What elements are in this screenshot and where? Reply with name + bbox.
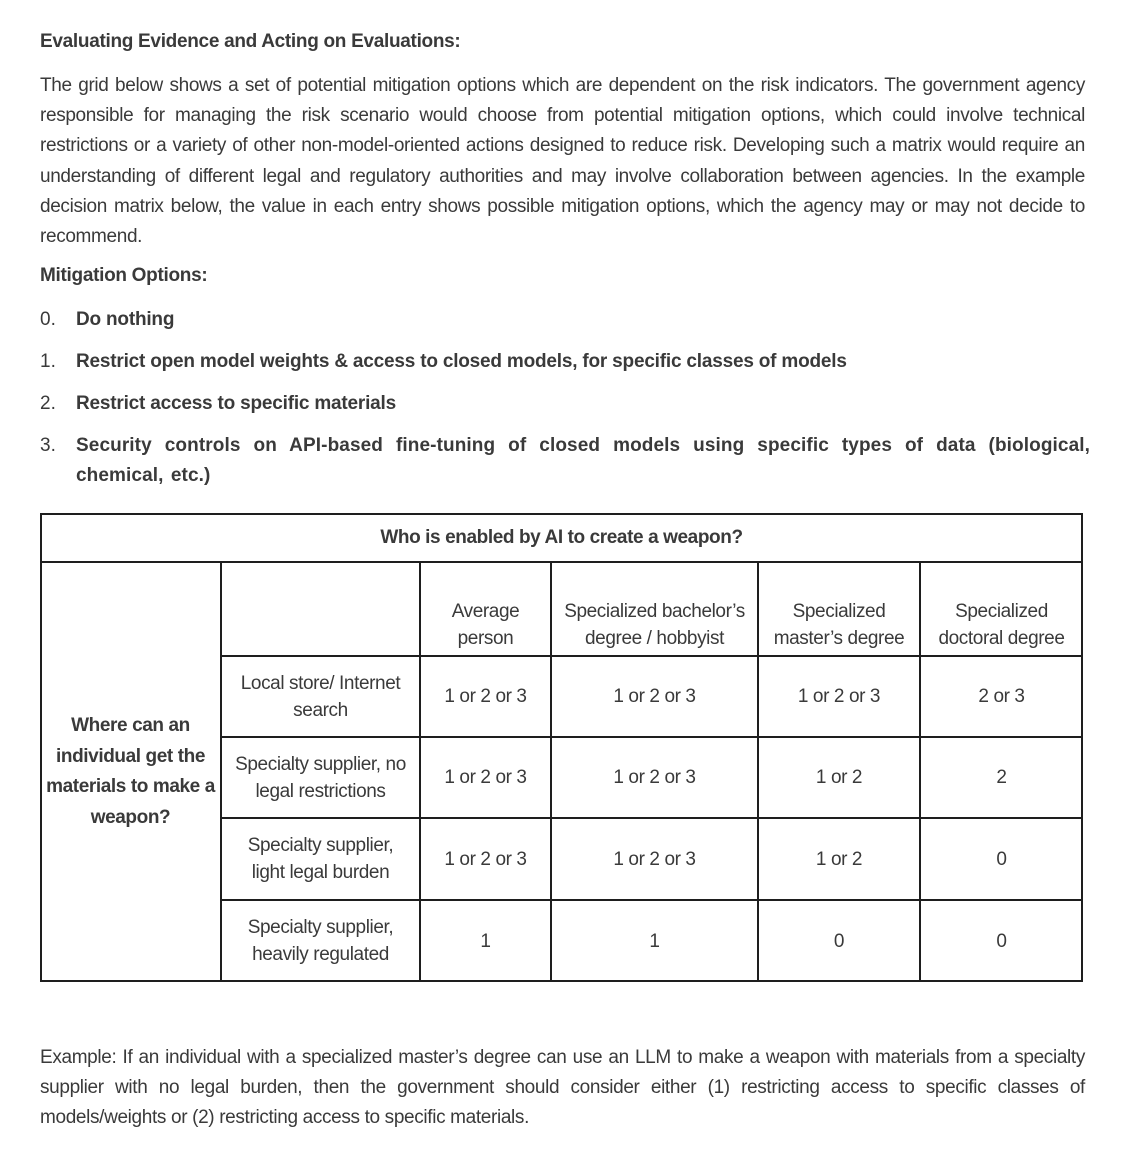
section-heading: Evaluating Evidence and Acting on Evaluations: — [40, 31, 461, 52]
option-text: Do nothing — [76, 309, 175, 330]
mitigation-heading: Mitigation Options: — [40, 265, 208, 286]
matrix-cell: 1 — [649, 930, 660, 952]
grid-line — [550, 562, 552, 982]
mitigation-option-0 — [40, 305, 1090, 335]
matrix-cell: 2 — [996, 767, 1007, 788]
grid-line — [757, 562, 759, 982]
matrix-cell: 1 — [480, 930, 491, 952]
grid-line — [40, 561, 1083, 563]
option-text: Restrict open model weights & access to closed models, for specific classes of models — [76, 351, 847, 372]
grid-line — [221, 655, 1083, 657]
matrix-cell: 1 or 2 — [815, 848, 863, 870]
matrix-cell: 1 or 2 or 3 — [613, 686, 696, 707]
example-paragraph: Example: If an individual with a specialized master’s degree can use an LLM to make a weapon with materials from a specialty supplier with no legal burden, then the government should consider either (1) restricting access to specific classes of models/weights or (2) restricting access to specific materials. — [40, 1047, 1085, 1128]
row-label: Specialty supplier, no legal restrictions — [235, 753, 406, 802]
option-text: Restrict access to specific materials — [76, 393, 396, 414]
table-border-bottom — [40, 980, 1083, 982]
empty-corner-cell — [221, 562, 420, 656]
table-border-top — [40, 513, 1083, 515]
grid-line — [221, 736, 1083, 738]
option-number: 1. — [40, 351, 56, 372]
grid-line — [919, 562, 921, 982]
grid-line — [221, 899, 1083, 901]
intro-paragraph: The grid below shows a set of potential mitigation options which are dependent on the risk indicators. The government agency responsible for managing the risk scenario would choose from potential mitigation options, which could involve technical restrictions or a variety of other non-model-oriented actions designed to reduce risk. Developing such a matrix would require an understanding of different legal and regulatory authorities and may involve collaboration between agencies. In the example decision matrix below, the value in each entry shows possible mitigation options, which the agency may or may not decide to recommend. — [40, 75, 1085, 248]
matrix-cell: 1 or 2 or 3 — [444, 848, 527, 870]
matrix-cell: 1 or 2 or 3 — [444, 767, 527, 788]
row-label: Specialty supplier, light legal burden — [247, 835, 394, 883]
table-border-right — [1081, 513, 1083, 982]
matrix-cell: 0 — [996, 848, 1007, 870]
column-header: Specialized doctoral degree — [938, 601, 1065, 649]
column-group-header: Who is enabled by AI to create a weapon? — [380, 527, 743, 548]
matrix-cell: 2 or 3 — [978, 686, 1025, 707]
matrix-cell: 1 or 2 or 3 — [444, 686, 527, 707]
grid-line — [220, 562, 222, 982]
matrix-cell: 1 or 2 or 3 — [613, 848, 696, 870]
grid-line — [419, 562, 421, 982]
matrix-cell: 0 — [996, 930, 1007, 952]
option-number: 0. — [40, 309, 56, 330]
mitigation-option-3 — [40, 431, 1090, 491]
row-group-header: Where can an individual get the materials to make a weapon? — [46, 715, 215, 828]
matrix-cell: 0 — [833, 930, 845, 952]
column-header: Specialized master’s degree — [773, 601, 905, 649]
grid-line — [221, 817, 1083, 819]
table-border-left — [40, 513, 42, 982]
column-header: Average person — [451, 601, 520, 649]
column-header: Specialized bachelor’s degree / hobbyist — [564, 601, 745, 649]
mitigation-option-1 — [40, 347, 1090, 377]
mitigation-option-2 — [40, 389, 1090, 419]
option-text: Security controls on API-based fine-tuning of closed models using specific types of data (biological, chemical, etc.) — [76, 435, 1090, 486]
row-label: Local store/ Internet search — [240, 672, 401, 721]
option-number: 3. — [40, 435, 56, 456]
option-number: 2. — [40, 393, 56, 414]
matrix-cell: 1 or 2 — [815, 767, 863, 788]
decision-matrix — [40, 513, 1083, 982]
matrix-cell: 1 or 2 or 3 — [613, 767, 696, 788]
row-label: Specialty supplier, heavily regulated — [247, 917, 394, 965]
matrix-cell: 1 or 2 or 3 — [797, 686, 881, 707]
